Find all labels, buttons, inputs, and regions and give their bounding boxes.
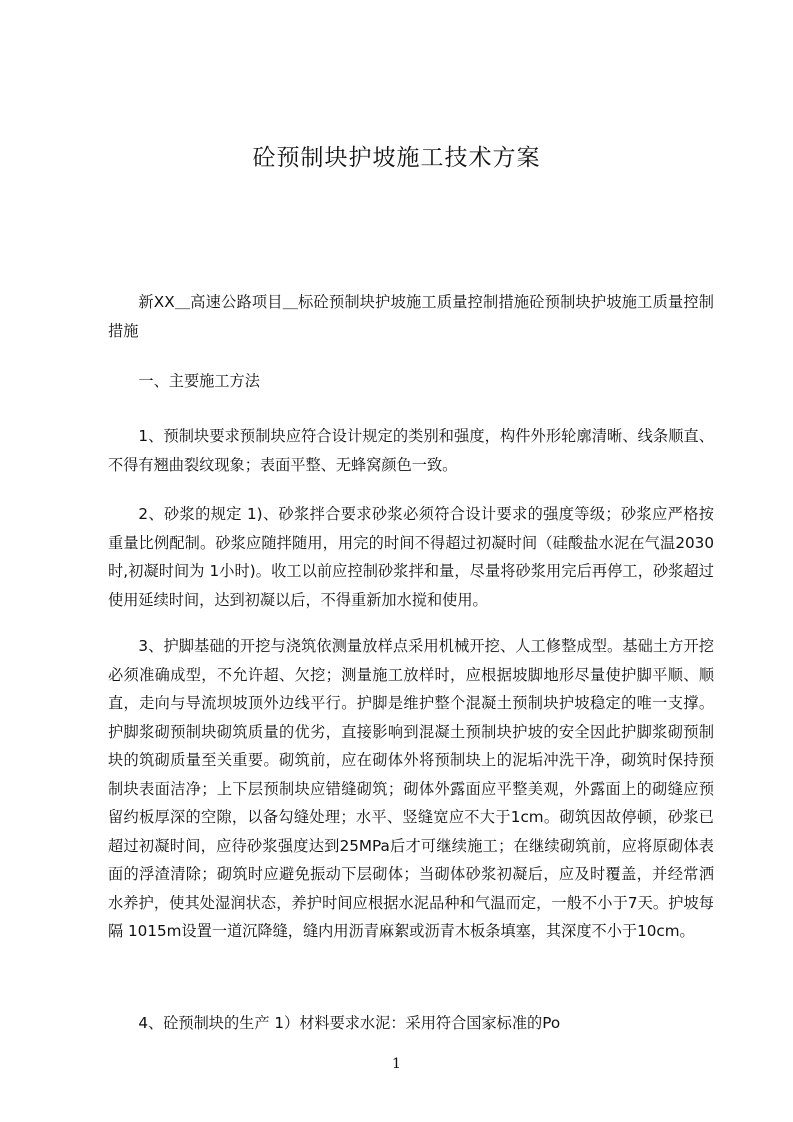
document-title: 砼预制块护坡施工技术方案 [252, 145, 541, 171]
section-heading: 一、主要施工方法 [138, 372, 260, 390]
paragraph-block-production: 4、砼预制块的生产 1）材料要求水泥：采用符合国家标准的Po [138, 1014, 561, 1032]
paragraph-mortar: 2、砂浆的规定 1)、砂浆拌合要求砂浆必须符合设计要求的强度等级；砂浆应严格按重量比例配制。砂浆应随拌随用，用完的时间不得超过初凝时间（硅酸盐水泥在气温2030时,初凝时间为 1小时)。收工以前应控制砂浆拌和量，尽量将砂浆用完后再停工，砂浆超过使用延续时间，达到初凝以后，不得重新加水搅和使用。 [108, 505, 714, 609]
intro-paragraph: 新XX＿高速公路项目＿标砼预制块护坡施工质量控制措施砼预制块护坡施工质量控制措施 [108, 293, 714, 340]
paragraph-precast-blocks: 1、预制块要求预制块应符合设计规定的类别和强度，构件外形轮廓清晰、线条顺直、不得有翘曲裂纹现象；表面平整、无蜂窝颜色一致。 [108, 427, 714, 474]
paragraph-toe-foundation: 3、护脚基础的开挖与浇筑依测量放样点采用机械开挖、人工修整成型。基础土方开挖必须准确成型，不允许超、欠挖；测量施工放样时，应根据坡脚地形尽量使护脚平顺、顺直，走向与导流坝坡顶外边线平行。护脚是维护整个混凝土预制块护坡稳定的唯一支撑。护脚浆砌预制块砌筑质量的优劣，直接影响到混凝土预制块护坡的安全因此护脚浆砌预制块的筑砌质量至关重要。砌筑前，应在砌体外将预制块上的泥垢冲洗干净，砌筑时保持预制块表面洁净；上下层预制块应错缝砌筑；砌体外露面应平整美观，外露面上的砌缝应预留约板厚深的空隙，以备勾缝处理；水平、竖缝宽应不大于1cm。砌筑因故停顿，砂浆已超过初凝时间，应待砂浆强度达到25MPa后才可继续施工；在继续砌筑前，应将原砌体表面的浮渣清除；砌筑时应避免振动下层砌体；当砌体砂浆初凝后，应及时覆盖，并经常洒水养护，使其处湿润状态，养护时间应根据水泥品种和气温而定，一般不小于7天。护坡每隔 1015m设置一道沉降缝，缝内用沥青麻絮或沥青木板条填塞，其深度不小于10cm。 [108, 637, 714, 940]
page-number: 1 [392, 1056, 401, 1072]
